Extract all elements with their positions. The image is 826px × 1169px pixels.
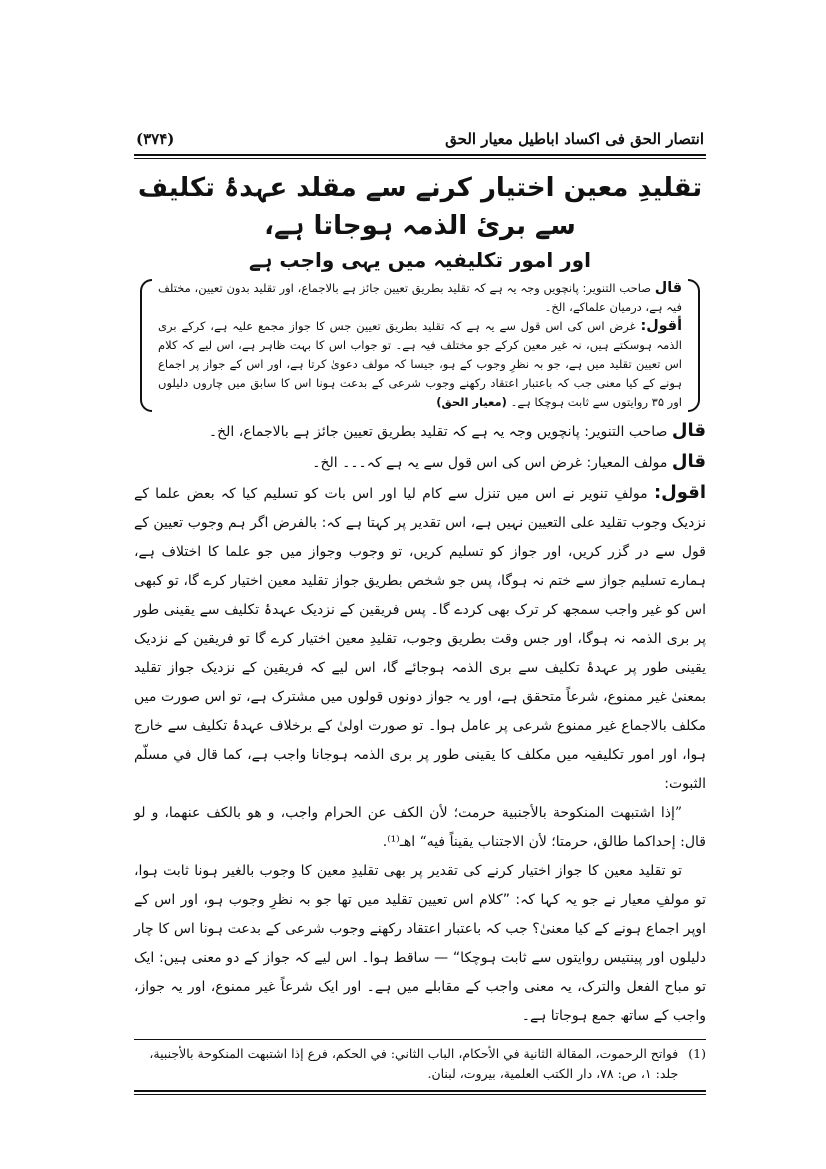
quoted-paragraph-2 [158,317,682,412]
page-number: (۳۷۴) [136,130,175,148]
arabic-quote: ”إذا اشتبهت المنكوحة بالأجنبية حرمت؛ لأن الكف عن الحرام واجب، و هو بالكف عنهما، و لو قال: إحداكما طالق، حرمتا؛ لأن الاجتناب يقيناً فيه“ اهـ⁽¹⁾. [134,805,706,850]
section-subtitle: اور امور تکلیفیہ میں یہی واجب ہے [249,248,591,272]
qala-text-2: مولف المعیار: غرض اس کی اس قول سے یہ ہے کہ۔۔۔ الخ۔ [312,455,668,471]
quoted-source: (معیار الحق) [436,395,507,409]
header-rule [134,154,706,159]
qala-paragraph-1 [134,416,706,447]
qala-label-1: قال [671,420,706,441]
qala-paragraph-2 [134,447,706,478]
main-body [134,416,706,1031]
quoted-text-2: غرض اس کی اس قول سے یہ ہے کہ تقلید بطریق تعیین جس کا جواز مجمع علیہ ہے، کرکے بری الذمہ ہوسکتے ہیں، نہ غیر معین کرکے جو مختلف فیہ ہے۔ تو جواب اس کا بہت ظاہر ہے، اس لیے کہ کلام اس تعیین تقلید میں ہے، جو بہ نظرِ وجوب کے ہو، جیسا کہ مولف دعویٰ کرتا ہے، اور اس کے جواز پر اجماع ہونے کے کیا معنی جب کہ باعتبار اعتقاد رکھنے وجوب شرعی کے بدعت ہونا اس کا سابق میں چاروں دلیلوں اور ۳۵ روایتوں سے ثابت ہوچکا ہے۔ [158,319,682,409]
section-title: تقلیدِ معین اختیار کرنے سے مقلد عہدۂ تکلیف سے بریٔ الذمہ ہوجاتا ہے، [137,173,703,241]
book-page [134,130,706,1095]
page-header [134,130,706,154]
right-brace [688,279,700,412]
aqul-paragraph [134,478,706,799]
quoted-block [148,279,692,412]
qala-label-2: قال [671,451,706,472]
quoted-paragraph-1 [158,279,682,317]
footnote-number: (1) [688,1046,706,1061]
left-brace [140,279,152,412]
aqul-label: أقول: [640,318,682,334]
aqul-label-main: اقول: [653,482,706,503]
bottom-rule [134,1090,706,1095]
footnote [134,1040,706,1084]
aqul-text: مولفِ تنویر نے اس میں تنزل سے کام لیا اور اس بات کو تسلیم کیا کہ بعض علما کے نزدیک وجوب تقلید علی التعیین نہیں ہے، اس تقدیر پر کہتا ہے کہ: بالفرض اگر ہم وجوب تعیین کے قول سے در گزر کریں، اور جواز کو تسلیم کریں، تو وجوب وجواز میں جو علما کا اختلاف ہے، ہمارے تسلیم جواز سے ختم نہ ہوگا، پس جو شخص بطریق جواز تقلید معین اختیار کرے گا، تو کبھی اس کو غیر واجب سمجھ کر ترک بھی کردے گا۔ پس فریقین کے نزدیک عہدۂ تکلیف سے یقینی طور پر بری الذمہ نہ ہوگا، اور جس وقت بطریق وجوب، تقلیدِ معین اختیار کرے گا تو فریقین کے نزدیک یقینی طور پر عہدۂ تکلیف سے بری الذمہ ہوجائے گا، اس لیے کہ فریقین کے نزدیک جواز تقلید بمعنیٰ غیر ممنوع، شرعاً متحقق ہے، اور یہ جواز دونوں قولوں میں مشترک ہے، تو اس صورت میں مکلف بالاجماع غیر ممنوع شرعی پر عامل ہوا۔ تو صورت اولیٰ کے برخلاف عہدۂ تکلیف سے خارج ہوا، اور امور تکلیفیہ میں مکلف کا یقینی طور پر بری الذمہ ہوجانا واجب ہے، کما قال في مسلّم الثبوت: [134,486,706,792]
conclusion-paragraph: تو تقلید معین کا جواز اختیار کرنے کی تقدیر پر بھی تقلیدِ معین کا وجوب بالغیر ہونا ثابت ہوا، تو مولفِ معیار نے جو یہ کہا کہ: ”کلام اس تعیین تقلید میں تھا جو بہ نظرِ وجوب ہو، اور اس کے اوپر اجماع ہونے کے کیا معنیٰ؟ جب کہ باعتبار اعتقاد رکھنے وجوب شرعی کے بدعت ہونا اس کا چار دلیلوں اور پینتیس روایتوں سے ثابت ہوچکا“ — ساقط ہوا۔ اس لیے کہ جواز کے دو معنی ہیں: ایک تو مباح الفعل والترک، یہ معنی واجب کے مقابلے میں ہے۔ اور ایک شرعاً غیر ممنوع، اور یہ جواز، واجب کے ساتھ جمع ہوجاتا ہے۔ [134,863,706,1024]
qala-text-1: صاحب التنویر: پانچویں وجہ یہ ہے کہ تقلید بطریق تعیین جائز ہے بالاجماع، الخ۔ [208,424,668,440]
quoted-text-1: صاحب التنویر: پانچویں وجہ یہ ہے کہ تقلید بطریق تعیین جائز ہے بالاجماع، اور تقلید بدون تعیین، مختلف فیہ ہے، درمیان علماکے، الخ۔ [158,281,682,314]
qala-label: قال [654,280,682,296]
footnote-text: فواتح الرحموت، المقالة الثانية في الأحكام، الباب الثاني: في الحكم، فرع إذا اشتبهت المنكوحة بالأجنبية، جلد: ١، ص: ٧٨، دار الكتب العلمية، بيروت، لبنان. [149,1046,679,1081]
running-title: انتصار الحق فی اکساد اباطیل معیار الحق [445,130,704,148]
